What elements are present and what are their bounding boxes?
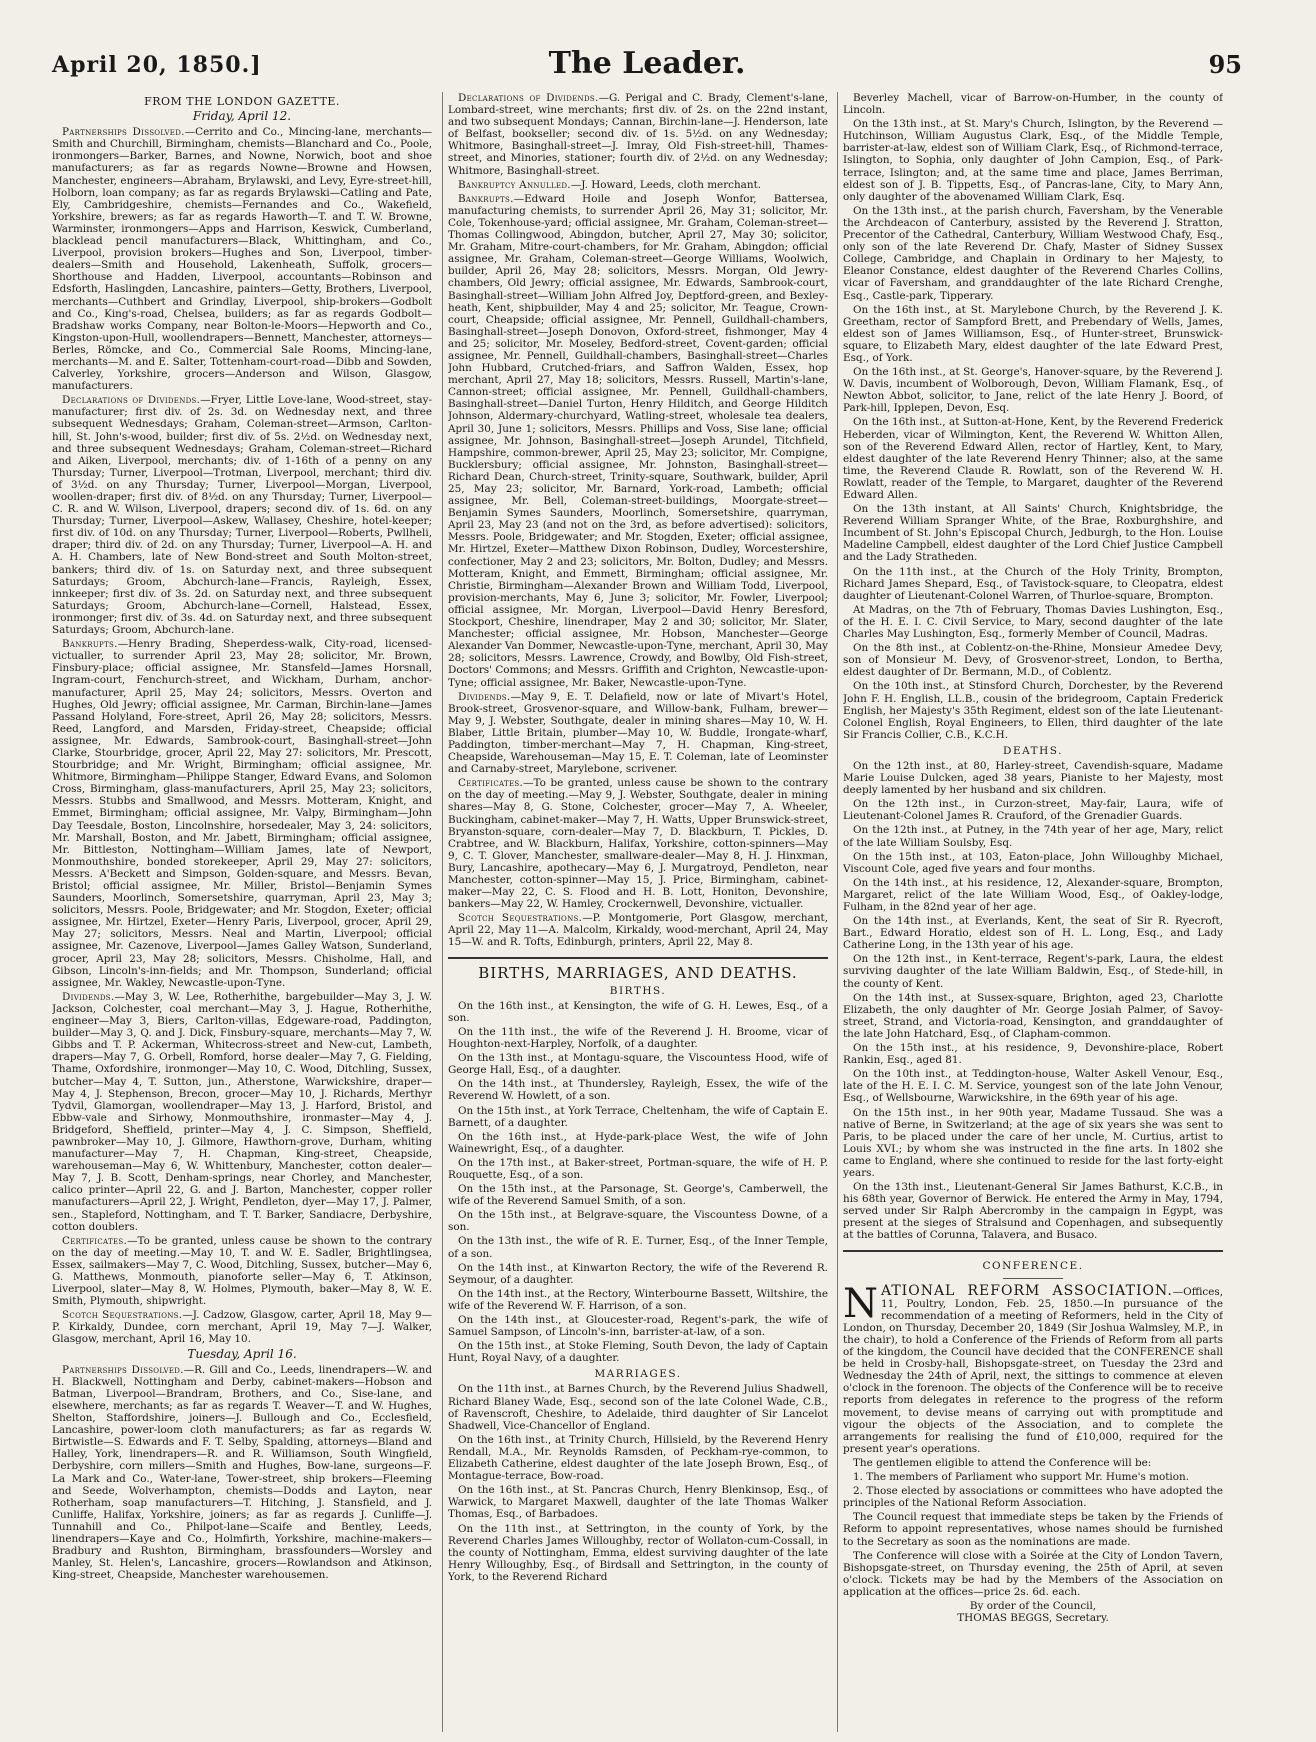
column-2 — [448, 92, 828, 1732]
marriage-notice: Beverley Machell, vicar of Barrow-on-Humber, in the county of Lincoln. — [843, 92, 1223, 117]
nra-paragraph: 2. Those elected by associations or committees who have adopted the principles of the National Reform Association. — [843, 1485, 1223, 1510]
death-notice: On the 15th inst., at his residence, 9, Devonshire-place, Robert Rankin, Esq., aged 81. — [843, 1042, 1223, 1067]
marriage-notice: On the 11th inst., at Barnes Church, by the Reverend Julius Shadwell, Richard Blaney Wade, Esq., second son of the late Colonel Wade, C.B., of Ravenscroft, Cheshire, to Adelaide, third daughter of Sir Lancelot Shadwell, Vice-Chancellor of England. — [448, 1383, 828, 1432]
birth-notice: On the 14th inst., at Gloucester-road, Regent's-park, the wife of Samuel Sampson, of Lincoln's-inn, barrister-at-law, of a son. — [448, 1314, 828, 1339]
deaths-heading: DEATHS. — [1003, 744, 1063, 757]
column-rule — [442, 92, 443, 1732]
section-divider — [448, 957, 828, 959]
nra-paragraph: The Council request that immediate steps be taken by the Friends of Reform to appoint representatives, whose names should be furnished to the Secretary as soon as the nominations are made. — [843, 1511, 1223, 1548]
marriages-list-continued — [843, 92, 1223, 741]
notice: Declarations of Dividends.—G. Perigal and C. Brady, Clement's-lane, Lombard-street, wine merchants; first div. of 2s. on the 22nd instant, and two subsequent Mondays; Cannan, Birchin-lane—J. Henderson, late of Belfast, bookseller; second div. of 1s. 5½d. on any Wednesday; Whitmore, Basinghall-street—J. Imray, Old Fish-street-hill, Thames-street, and Minories, stationer; fourth div. of 2½d. on any Wednesday; Whitmore, Basinghall-street. — [448, 92, 828, 177]
notice: Partnerships Dissolved.—R. Gill and Co., Leeds, linendrapers—W. and H. Blackwell, Nottingham and Derby, cabinet-makers—Hobson and Batman, Liverpool—Brandram, Brothers, and Co., Sise-lane, and elsewhere, merchants; as far as regards T. Weaver—T. and W. Hughes, Shelton, Staffordshire, joiners—J. Bullough and Co., Ecclesfield, Lancashire, power-loom cloth manufacturers; as far as regards W. Birtwistle—S. Edwards and F. T. Selby, Spalding, attorneys—Bland and Halley, York, linendrapers—R. and R. Williamson, South Wingfield, Derbyshire, corn millers—Smith and Hughes, Bow-lane, surgeons—F. La Mark and Co., Water-lane, Tower-street, ship brokers—Fleeming and Seede, Wolverhampton, chemists—Dodds and Layton, near Rotherham, soap manufacturers—T. Hitching, J. Stansfield, and J. Cunliffe, Halifax, Yorkshire, joiners; as far as regards J. Cunliffe—J. Tunnahill and Co., Philpot-lane—Scaife and Bentley, Leeds, linendrapers—Kaye and Co., Holmfirth, Yorkshire, machine-makers—Bradbury and Rushton, Birmingham, brassfounders—Worsley and Manley, St. Helen's, Lancashire, grocers—Rowlandson and Atkinson, King-street, Cheapside, Manchester warehousemen. — [52, 1363, 432, 1582]
notice: Bankrupts.—Edward Hoile and Joseph Wonfor, Battersea, manufacturing chemists, to surrender April 26, May 31; solicitor, Mr. Cole, Tokenhouse-yard; official assignee, Mr. Graham, Coleman-street—Thomas Collingwood, Abingdon, butcher, April 27, May 30; solicitor, Mr. Graham, Mitre-court-chambers, for Mr. Graham, Abingdon; official assignee, Mr. Graham, Coleman-street—George Williams, Woolwich, builder, April 26, May 28; solicitors, Messrs. Morgan, Old Jewry-chambers, Old Jewry; official assignee, Mr. Edwards, Sambrook-court, Basinghall-street—William John Alfred Joy, Deptford-green, and Bexley-heath, Kent, shipbuilder, May 4 and 25; solicitor, Mr. Teague, Crown-court, Cheapside; official assignee, Mr. Pennell, Guildhall-chambers, Basinghall-street—Joseph Donovon, Oxford-street, fishmonger, May 4 and 25; solicitor, Mr. Moseley, Bedford-street, Covent-garden; official assignee, Mr. Pennell, Guildhall-chambers, Basinghall-street—Charles John Hubbard, Crutched-friars, and Saffron Walden, Essex, hop merchant, April 27, May 18; solicitors, Messrs. Russell, Martin's-lane, Cannon-street; official assignee, Mr. Pennell, Guildhall-chambers, Basinghall-street—Daniel Turton, Henry Hilditch, and George Hilditch Johnson, Aldermary-churchyard, Watling-street, wholesale tea dealers, April 30, June 1; solicitors, Messrs. Phillips and Voss, Sise lane; official assignee, Mr. Johnson, Basinghall-street—Joseph Arundel, Titchfield, Hampshire, common-brewer, April 25, May 23; solicitor, Mr. Compigne, Bucklersbury; official assignee, Mr. Johnston, Basinghall-street—Richard Dean, Church-street, Trinity-square, Southwark, builder, April 25, May 23; solicitor, Mr. Barnard, York-road, Lambeth; official assignee, Mr. Bell, Coleman-street-buildings, Moorgate-street—Benjamin Symes Saunders, Moorlinch, Somersetshire, quarryman, April 23, May 23 (and not on the 3rd, as before advertised): solicitors, Messrs. Poole, Bridgewater; and Mr. Stogden, Exeter; official assignee, Mr. Hirtzel, Exeter—Matthew Dixon Robinson, Dudley, Worcestershire, confectioner, May 2 and 23; solicitors, Mr. Bolton, Dudley; and Messrs. Motteram, Knight, and Emmett, Birmingham; official assignee, Mr. Christie, Birmingham—Alexander Brown and William Todd, Liverpool, provision-merchants, May 6, June 3; solicitor, Mr. Fowler, Liverpool; official assignee, Mr. Morgan, Liverpool—David Henry Beresford, Stockport, Cheshire, linendraper, May 2 and 30; solicitor, Mr. Slater, Manchester; official assignee, Mr. Hobson, Manchester—George Alexander Van Dommer, Newcastle-upon-Tyne, merchant, April 30, May 28; solicitors, Messrs. Lawrence, Crowdy, and Bowlby, Old Fish-street, Doctors' Commons; and Messrs. Griffith and Crighton, Newcastle-upon-Tyne; official assignee, Mr. Baker, Newcastle-upon-Tyne. — [448, 192, 828, 689]
death-notice: On the 14th inst., at Everlands, Kent, the seat of Sir R. Ryecroft, Bart., Edward Horatio, eldest son of H. L. Long, Esq., and Lady Catherine Long, in the 13th year of his age. — [843, 915, 1223, 952]
birth-notice: On the 15th inst., at Belgrave-square, the Viscountess Downe, of a son. — [448, 1209, 828, 1234]
short-rule — [1003, 1278, 1063, 1279]
section-divider — [843, 1250, 1223, 1252]
column-rule — [837, 92, 838, 1732]
notice: Certificates.—To be granted, unless cause be shown to the contrary on the day of meeting.—May 9, J. Webster, Southgate, dealer in mining shares—May 8, G. Stone, Colchester, grocer—May 7, A. Wheeler, Buckingham, cabinet-maker—May 7, H. Watts, Upper Brunswick-street, Bryanston-square, corn-dealer—May 7, D. Blackburn, T. Pickles, D. Crabtree, and W. Blackburn, Halifax, Yorkshire, cotton-spinners—May 9, C. T. Glover, Manchester, smallware-dealer—May 8, H. J. Hinxman, Bury, Lancashire, apothecary—May 6, J. Murgatroyd, Pendleton, near Manchester, cotton-spinner—May 15, J. Price, Birmingham, cabinet-maker—May 22, C. S. Flood and H. B. Lott, Honiton, Devonshire, bankers—May 22, W. Hamley, Crockernwell, Devonshire, victualler. — [448, 777, 828, 911]
birth-notice: On the 17th inst., at Baker-street, Portman-square, the wife of H. P. Rouquette, Esq., of a son. — [448, 1156, 828, 1181]
death-notice: On the 15th inst., at 103, Eaton-place, John Willoughby Michael, Viscount Cole, aged five years and four months. — [843, 850, 1223, 875]
nra-paragraph: The gentlemen eligible to attend the Conference will be: — [853, 1456, 1152, 1469]
death-notice: On the 12th inst., in Curzon-street, May-fair, Laura, wife of Lieutenant-Colonel James R. Crauford, of the Grenadier Guards. — [843, 798, 1223, 823]
notice: Scotch Sequestrations.—J. Cadzow, Glasgow, carter, April 18, May 9—P. Kirkaldy, Dundee, corn merchant, April 19, May 7—J. Walker, Glasgow, merchant, April 16, May 10. — [52, 1309, 432, 1346]
birth-notice: On the 11th inst., the wife of the Reverend J. H. Broome, vicar of Houghton-next-Harpley, Norfolk, of a daughter. — [448, 1025, 828, 1051]
death-notice: On the 14th inst., at Sussex-square, Brighton, aged 23, Charlotte Elizabeth, the only daughter of Mr. George Josiah Palmer, of Savoy-street, Strand, and Victoria-road, Kensington, and granddaughter of the late John Hatchard, Esq., of Clapham-common. — [843, 991, 1223, 1040]
birth-notice: On the 14th inst., at the Rectory, Winterbourne Bassett, Wiltshire, the wife of the Reverend W. F. Harrison, of a son. — [448, 1287, 828, 1312]
death-notice: On the 12th inst., at Putney, in the 74th year of her age, Mary, relict of the late William Soulsby, Esq. — [843, 824, 1223, 849]
marriage-notice: On the 11th inst., at Settrington, in the county of York, by the Reverend Charles James Willoughby, rector of Wollaton-cum-Cossall, in the county of Nottingham, Emma, eldest surviving daughter of the late Henry Willoughby, Esq., of Birdsall and Settrington, in the county of York, to the Reverend Richard — [448, 1522, 828, 1583]
marriage-notice: On the 11th inst., at the Church of the Holy Trinity, Brompton, Richard James Shepard, Esq., of Tavistock-square, to Cleopatra, eldest daughter of Lieutenant-Colonel Warren, of Thurloe-square, Brompton. — [843, 565, 1223, 602]
nra-paragraph: The Conference will close with a Soirée at the City of London Tavern, Bishopsgate-street, on Thursday evening, the 25th of April, at seven o'clock. Tickets may be had by the Members of the Association on application at the offices—price 2s. 6d. each. — [843, 1549, 1223, 1598]
column-1 — [52, 92, 432, 1732]
newspaper-title: The Leader. — [548, 46, 746, 81]
masthead — [52, 44, 1242, 90]
births-list — [448, 1000, 828, 1365]
nra-title: ATIONAL REFORM ASSOCIATION. — [881, 1282, 1173, 1299]
marriage-notice: On the 8th inst., at Coblentz-on-the-Rhine, Monsieur Amedee Devy, son of Monsieur M. Devy, of Grosvenor-street, London, to Bertha, eldest daughter of Dr. Bermann, M.D., of Coblentz. — [843, 642, 1223, 679]
birth-notice: On the 16th inst., at Hyde-park-place West, the wife of John Wainewright, Esq., of a daughter. — [448, 1130, 828, 1155]
marriage-notice: On the 16th inst., at St. Marylebone Church, by the Reverend J. K. Greetham, rector of Sampford Brett, and Prebendary of Wells, James, eldest son of James Williamson, Esq., of Hunter-street, Brunswick-square, to Elizabeth Mary, eldest daughter of the late Edward Prest, Esq., of York. — [843, 303, 1223, 364]
drop-cap: N — [843, 1280, 878, 1327]
death-notice: On the 13th inst., Lieutenant-General Sir James Bathurst, K.C.B., in his 68th year, Governor of Berwick. He entered the Army in May, 1794, served under Sir Ralph Abercromby in the campaign in Egypt, was present at the sieges of Stralsund and Copenhagen, and subsequently at the battles of Corunna, Talavera, and Busaco. — [843, 1181, 1223, 1242]
marriage-notice: On the 16th inst., at Trinity Church, Hillsield, by the Reverend Henry Rendall, M.A., Mr. Reynolds Ramsden, of Peckham-rye-common, to Elizabeth Catherine, eldest daughter of the late Joseph Brown, Esq., of Montague-terrace, Bow-road. — [448, 1433, 828, 1483]
notice: Bankruptcy Annulled.—J. Howard, Leeds, cloth merchant. — [458, 178, 762, 191]
notice: Declarations of Dividends.—Fryer, Little Love-lane, Wood-street, stay-manufacturer; first div. of 2s. 3d. on Wednesday next, and three subsequent Wednesdays; Graham, Coleman-street—Armson, Carlton-hill, St. John's-wood, builder; first div. of 5s. 2½d. on Wednesday next, and three subsequent Wednesdays; Graham, Coleman-street—Richard and Aiken, Liverpool, merchants; div. of 1-16th of a penny on any Thursday; Turner, Liverpool—Trotman, Liverpool, merchant; third div. of 3½d. on any Thursday; Turner, Liverpool—Morgan, Liverpool, woollen-draper; first div. of 8½d. on any Thursday; Turner, Liverpool—C. R. and W. Wilson, Liverpool, drapers; second div. of 1s. 6d. on any Thursday; Turner, Liverpool—Askew, Wallasey, Cheshire, hotel-keeper; first div. of 10d. on any Thursday; Turner, Liverpool—Roberts, Pwllheli, draper; third div. of 2d. on any Thursday; Turner, Liverpool—A. H. and A. H. Chambers, late of New Bond-street and South Molton-street, bankers; third div. of 1s. on Saturday next, and three subsequent Saturdays; Groom, Abchurch-lane—Francis, Rayleigh, Essex, innkeeper; first div. of 3s. 2d. on Saturday next, and three subsequent Saturdays; Groom, Abchurch-lane—Cornell, Halstead, Essex, ironmonger; first div. of 3s. 4d. on Saturday next, and three subsequent Saturdays; Groom, Abchurch-lane. — [52, 394, 432, 637]
marriage-notice: On the 13th inst., at St. Mary's Church, Islington, by the Reverend — Hutchinson, William Augustus Clark, Esq., of the Middle Temple, barrister-at-law, eldest son of William Clark, Esq., of Richmond-terrace, Islington, to Sophia, only daughter of John Campion, Esq., of Park-terrace, Islington; and, at the same time and place, James Berriman, eldest son of J. B. Tippetts, Esq., of Pancras-lane, City, to Mary Ann, only daughter of the abovenamed William Clark, Esq. — [843, 118, 1223, 203]
nra-paragraph: 1. The members of Parliament who support Mr. Hume's motion. — [853, 1471, 1189, 1484]
birth-notice: On the 15th inst., at York Terrace, Cheltenham, the wife of Captain E. Barnett, of a daughter. — [448, 1104, 828, 1129]
signature-name: THOMAS BEGGS, Secretary. — [957, 1612, 1109, 1625]
nra-notice: NATIONAL REFORM ASSOCIATION.—Offices, 11, Poultry, London, Feb. 25, 1850.—In pursuance of the recommendation of a meeting of Reformers, held in the City of London, on Thursday, December 20, 1849 (Sir Joshua Walmsley, M.P., in the chair), to hold a Conference of the Friends of Reform from all parts of the kingdom, the Council have decided that the CONFERENCE shall be held in Crosby-hall, Bishopsgate-street, on Tuesday the 23rd and Wednesday the 24th of April, next, the sittings to commence at eleven o'clock in the forenoon. The objects of the Conference will be to receive reports from delegates in reference to the progress of the reform movement, to devise means of carrying out with promptitude and vigour the objects of the Association, and to complete the arrangements for realising the fund of £10,000, required for the present year's operations. — [843, 1280, 1223, 1455]
marriage-notice: On the 10th inst., at Stinsford Church, Dorchester, by the Reverend John F. H. English, LL.B., cousin of the bridegroom, Captain Frederick English, her Majesty's 35th Regiment, eldest son of the late Lieutenant-Colonel English, Royal Engineers, to Ellen, third daughter of the late Sir Francis Collier, C.B., K.C.H. — [843, 680, 1223, 741]
death-notice: On the 12th inst., in Kent-terrace, Regent's-park, Laura, the eldest surviving daughter of the late William Baldwin, Esq., of Stede-hill, in the county of Kent. — [843, 953, 1223, 990]
birth-notice: On the 13th inst., at Montagu-square, the Viscountess Hood, wife of George Hall, Esq., of a daughter. — [448, 1052, 828, 1077]
conference-heading: CONFERENCE. — [982, 1259, 1084, 1272]
death-notice: On the 15th inst., in her 90th year, Madame Tussaud. She was a native of Berne, in Switzerland; at the age of six years she was sent to Paris, to be placed under the care of her uncle, M. Curtius, artist to Louis XVI.; by whom she was instructed in the fine arts. In 1802 she came to England, where she continued to reside for the last forty-eight years. — [843, 1106, 1223, 1179]
birth-notice: On the 14th inst., at Thundersley, Rayleigh, Essex, the wife of the Reverend W. Howlett, of a son. — [448, 1078, 828, 1103]
marriage-notice: On the 16th inst., at St. George's, Hanover-square, by the Reverend J. W. Davis, incumbent of Wolborough, Devon, William Flamank, Esq., of Newton Abbot, solicitor, to Jane, relict of the late Henry J. Boord, of Park-hill, Ipplepen, Devon, Esq. — [843, 366, 1223, 415]
column-3 — [843, 92, 1223, 1732]
page-number: 95 — [1208, 50, 1242, 79]
marriage-notice: At Madras, on the 7th of February, Thomas Davies Lushington, Esq., of the H. E. I. C. Civil Service, to Mary, second daughter of the late Charles May Lushington, Esq., formerly Member of Council, Madras. — [843, 603, 1223, 641]
notice: Partnerships Dissolved.—Cerrito and Co., Mincing-lane, merchants—Smith and Churchill, Birmingham, chemists—Blanchard and Co., Poole, ironmongers—Barker, Barnes, and Nowne, Norwich, boot and shoe manufacturers; as far as regards Nowne—Browne and Howsen, Manchester, engineers—Abraham, Brylawski, and Levy, Eyre-street-hill, Holborn, loan company; as far as regards Brylawski—Catling and Pate, Ely, Cambridgeshire, chemists—Fernandes and Co., Wakefield, Yorkshire, brewers; as far as regards Haworth—T. and T. W. Browne, Warminster, ironmongers—Apps and Harrison, Keswick, Cumberland, blacklead pencil manufacturers—Black, Whittingham, and Co., Liverpool, provision brokers—Hughes and Son, Liverpool, timber-dealers—Smith and Household, Lakenheath, Suffolk, grocers—Shorthouse and Hadden, Liverpool, accountants—Robinson and Edsforth, Haslingden, Lancashire, painters—Getty, Brothers, Liverpool, merchants—Cuthbert and Grindlay, Liverpool, ship-brokers—Godbolt and Co., King's-road, Chelsea, builders; as far as regards Godbolt—Bradshaw works Company, near Bolton-le-Moors—Hepworth and Co., Kingston-upon-Hull, woollendrapers—Bennett, Manchester, attorneys—Berles, Römcke, and Co., Commercial Sale Rooms, Mincing-lane, merchants—M. and E. Salter, Tottenham-court-road—Dibb and Sowden, Calverley, Yorkshire, grocers—Anderson and Wilson, Glasgow, manufacturers. — [52, 126, 432, 393]
death-notice: On the 10th inst., at Teddington-house, Walter Askell Venour, Esq., late of the H. E. I. C. M. Service, youngest son of the late John Venour, Esq., of Wellsbourne, Warwickshire, in the 69th year of his age. — [843, 1068, 1223, 1105]
marriage-notice: On the 13th instant, at All Saints' Church, Knightsbridge, the Reverend William Spranger White, of the Brae, Roxburghshire, and Incumbent of St. John's Episcopal Church, Jedburgh, to the Hon. Louise Madeline Campbell, eldest daughter of the Lord Chief Justice Campbell and the Lady Stratheden. — [843, 503, 1223, 564]
marriages-list — [448, 1383, 828, 1583]
marriage-notice: On the 13th inst., at the parish church, Faversham, by the Venerable the Archdeacon of Canterbury, assisted by the Reverend J. Stratton, Precentor of the Cathedral, Canterbury, William Westwood Chafy, Esq., only son of the late Reverend Dr. Chafy, Master of Sidney Sussex College, Cambridge, and Chaplain in Ordinary to her Majesty, to Eleanor Constance, eldest daughter of the Reverend Charles Collins, vicar of Faversham, and granddaughter of the late Richard Crenghe, Esq., Castle-park, Tipperary. — [843, 204, 1223, 302]
deaths-list — [843, 760, 1223, 1242]
issue-date: April 20, 1850.] — [52, 52, 262, 78]
birth-notice: On the 16th inst., at Kensington, the wife of G. H. Lewes, Esq., of a son. — [448, 999, 828, 1024]
signature-line: By order of the Council, — [969, 1599, 1097, 1612]
gazette-date-tuesday: Tuesday, April 16. — [187, 1346, 297, 1361]
bmd-heading: BIRTHS, MARRIAGES, AND DEATHS. — [478, 963, 798, 982]
death-notice: On the 12th inst., at 80, Harley-street, Cavendish-square, Madame Marie Louise Dulcken, aged 38 years, Pianiste to her Majesty, most deeply lamented by her husband and six children. — [843, 759, 1223, 797]
marriages-heading: MARRIAGES. — [594, 1368, 682, 1381]
death-notice: On the 14th inst., at his residence, 12, Alexander-square, Brompton, Margaret, relict of the late William Wood, Esq., of Oakley-lodge, Fulham, in the 82nd year of her age. — [843, 876, 1223, 913]
gazette-heading: FROM THE LONDON GAZETTE. — [144, 95, 340, 108]
notice: Dividends.—May 3, W. Lee, Rotherhithe, bargebuilder—May 3, J. W. Jackson, Colchester, coal merchant—May 3, J. Hague, Rotherhithe, engineer—May 3, Biers, Carlton-villas, Edgeware-road, Paddington, builder—May 3, Q. and J. Dick, Finsbury-square, merchants—May 7, W. Gibbs and T. P. Ackerman, Whitecross-street and New-cut, Lambeth, drapers—May 7, G. Orbell, Romford, horse dealer—May 7, G. Fielding, Thame, Oxfordshire, ironmonger—May 10, C. Wood, Ditchling, Sussex, butcher—May 4, T. Sutton, jun., Atherstone, Warwickshire, draper—May 4, J. Stephenson, Brecon, grocer—May 10, J. Richards, Merthyr Tydvil, Glamorgan, woollendraper—May 13, J. Harford, Bristol, and Ebbw-vale and Sirhowy, Monmouthshire, ironmaster—May 4, J. Bridgeford, Sheffield, printer—May 4, J. C. Simpson, Sheffield, pawnbroker—May 10, J. Gilmore, Hawthorn-grove, Durham, whiting manufacturer—May 7, H. Chapman, King-street, Cheapside, warehouseman—May 6, W. Whittenbury, Manchester, cotton dealer—May 7, J. B. Scott, Denham-springs, near Chorley, and Manchester, calico printer—April 22, G. and J. Barton, Manchester, copper roller manufacturers—April 22, J. Wright, Pendleton, dyer—May 17, J. Palmer, sen., Stapleford, Nottingham, and T. T. Barker, Sandiacre, Derbyshire, cotton doublers. — [52, 990, 432, 1233]
notice: Certificates.—To be granted, unless cause be shown to the contrary on the day of meeting.—May 10, T. and W. E. Sadler, Brightlingsea, Essex, sailmakers—May 7, C. Wood, Ditchling, Sussex, butcher—May 6, G. Matthews, Monmouth, pianoforte seller—May 6, T. Atkinson, Liverpool, slater—May 8, W. Holmes, Plymouth, baker—May 8, W. E. Smith, Plymouth, shipwright. — [52, 1234, 432, 1308]
notice: Scotch Sequestrations.—P. Montgomerie, Port Glasgow, merchant, April 22, May 11—A. Malcolm, Kirkaldy, wood-merchant, April 24, May 15—W. and R. Tofts, Edinburgh, printers, April 22, May 8. — [448, 912, 828, 949]
notice: Bankrupts.—Henry Brading, Sheperdess-walk, City-road, licensed-victualler, to surrender April 23, May 28; solicitor, Mr. Brown, Finsbury-place; official assignee, Mr. Stansfeld—James Horsnall, Ingram-court, Fenchurch-street, and Wickham, Durham, anchor-manufacturer, April 25, May 24; solicitors, Messrs. Overton and Hughes, Old Jewry; official assignee, Mr. Carman, Birchin-lane—James Passand Holyland, Fore-street, April 26, May 28; solicitors, Messrs. Reed, Langford, and Marsden, Friday-street, Cheapside; official assignee, Mr. Edwards, Sambrook-court, Basinghall-street—John Clarke, Stourbridge, grocer, April 22, May 27: solicitors, Mr. Prescott, Stourbridge; and Mr. Wright, Birmingham; official assignee, Mr. Whitmore, Birmingham—Philippe Stanger, Edward Evans, and Solomon Cross, Birmingham, glass-manufacturers, April 25, May 23; solicitors, Messrs. Stubbs and Smallwood, and Messrs. Motteram, Knight, and Emmet, Birmingham; official assignee, Mr. Valpy, Birmingham—John Day Teesdale, Boston, Lincolnshire, horsedealer, May 3, 24: solicitors, Mr. Marshall, Boston, and Mr. Jabett, Birmingham; official assignee, Mr. Bittleston, Nottingham—William James, late of Newport, Monmouthshire, bonded storekeeper, April 29, May 27: solicitors, Messrs. A'Beckett and Simpson, Golden-square, and Messrs. Bevan, Bristol; official assignee, Mr. Miller, Bristol—Benjamin Symes Saunders, Moorlinch, Somersetshire, quarryman, April 23, May 3; solicitors, Messrs. Poole, Bridgewater; and Mr. Stogdon, Exeter; official assignee, Mr. Hirtzel, Exeter—Henry Paris, Liverpool, grocer, April 29, May 27; solicitors, Messrs. Neal and Martin, Liverpool; official assignee, Mr. Cazenove, Liverpool—James Galley Watson, Sunderland, grocer, April 23, May 28; solicitors, Messrs. Chisholme, Hall, and Gibson, Lincoln's-inn-fields; and Mr. Thompson, Sunderland; official assignee, Mr. Wakley, Newcastle-upon-Tyne. — [52, 638, 432, 989]
birth-notice: On the 15th inst., at the Parsonage, St. George's, Camberwell, the wife of the Reverend Samuel Smith, of a son. — [448, 1183, 828, 1208]
births-heading: BIRTHS. — [609, 984, 667, 997]
marriage-notice: On the 16th inst., at St. Pancras Church, Henry Blenkinsop, Esq., of Warwick, to Margaret Maxwell, daughter of the late Thomas Walker Thomas, Esq., of Barbadoes. — [448, 1484, 828, 1521]
marriage-notice: On the 16th inst., at Sutton-at-Hone, Kent, by the Reverend Frederick Heberden, vicar of Wilmington, Kent, the Reverend W. Whitton Allen, son of the Reverend Edward Allen, rector of Hartley, Kent, to Mary, eldest daughter of the late Reverend Henry Thinner; also, at the same time, the Reverend Claude R. Rowlatt, son of the Reverend W. H. Rowlatt, reader of the Temple, to Margaret, daughter of the Reverend Edward Allen. — [843, 416, 1223, 501]
notice: Dividends.—May 9, E. T. Delafield, now or late of Mivart's Hotel, Brook-street, Grosvenor-square, and Willow-bank, Fulham, brewer—May 9, J. Webster, Southgate, dealer in mining shares—May 10, W. H. Blaber, Little Britain, plumber—May 10, W. Buddle, Irongate-wharf, Paddington, timber-merchant—May 7, H. Chapman, King-street, Cheapside, Warehouseman—May 15, E. T. Coleman, late of Leominster and Carnaby-street, Marylebone, scrivener. — [448, 690, 828, 776]
gazette-date-friday: Friday, April 12. — [192, 109, 292, 124]
birth-notice: On the 14th inst., at Kinwarton Rectory, the wife of the Reverend R. Seymour, of a daughter. — [448, 1261, 828, 1286]
birth-notice: On the 13th inst., the wife of R. E. Turner, Esq., of the Inner Temple, of a son. — [448, 1235, 828, 1260]
birth-notice: On the 15th inst., at Stoke Fleming, South Devon, the lady of Captain Hunt, Royal Navy, of a daughter. — [448, 1340, 828, 1365]
